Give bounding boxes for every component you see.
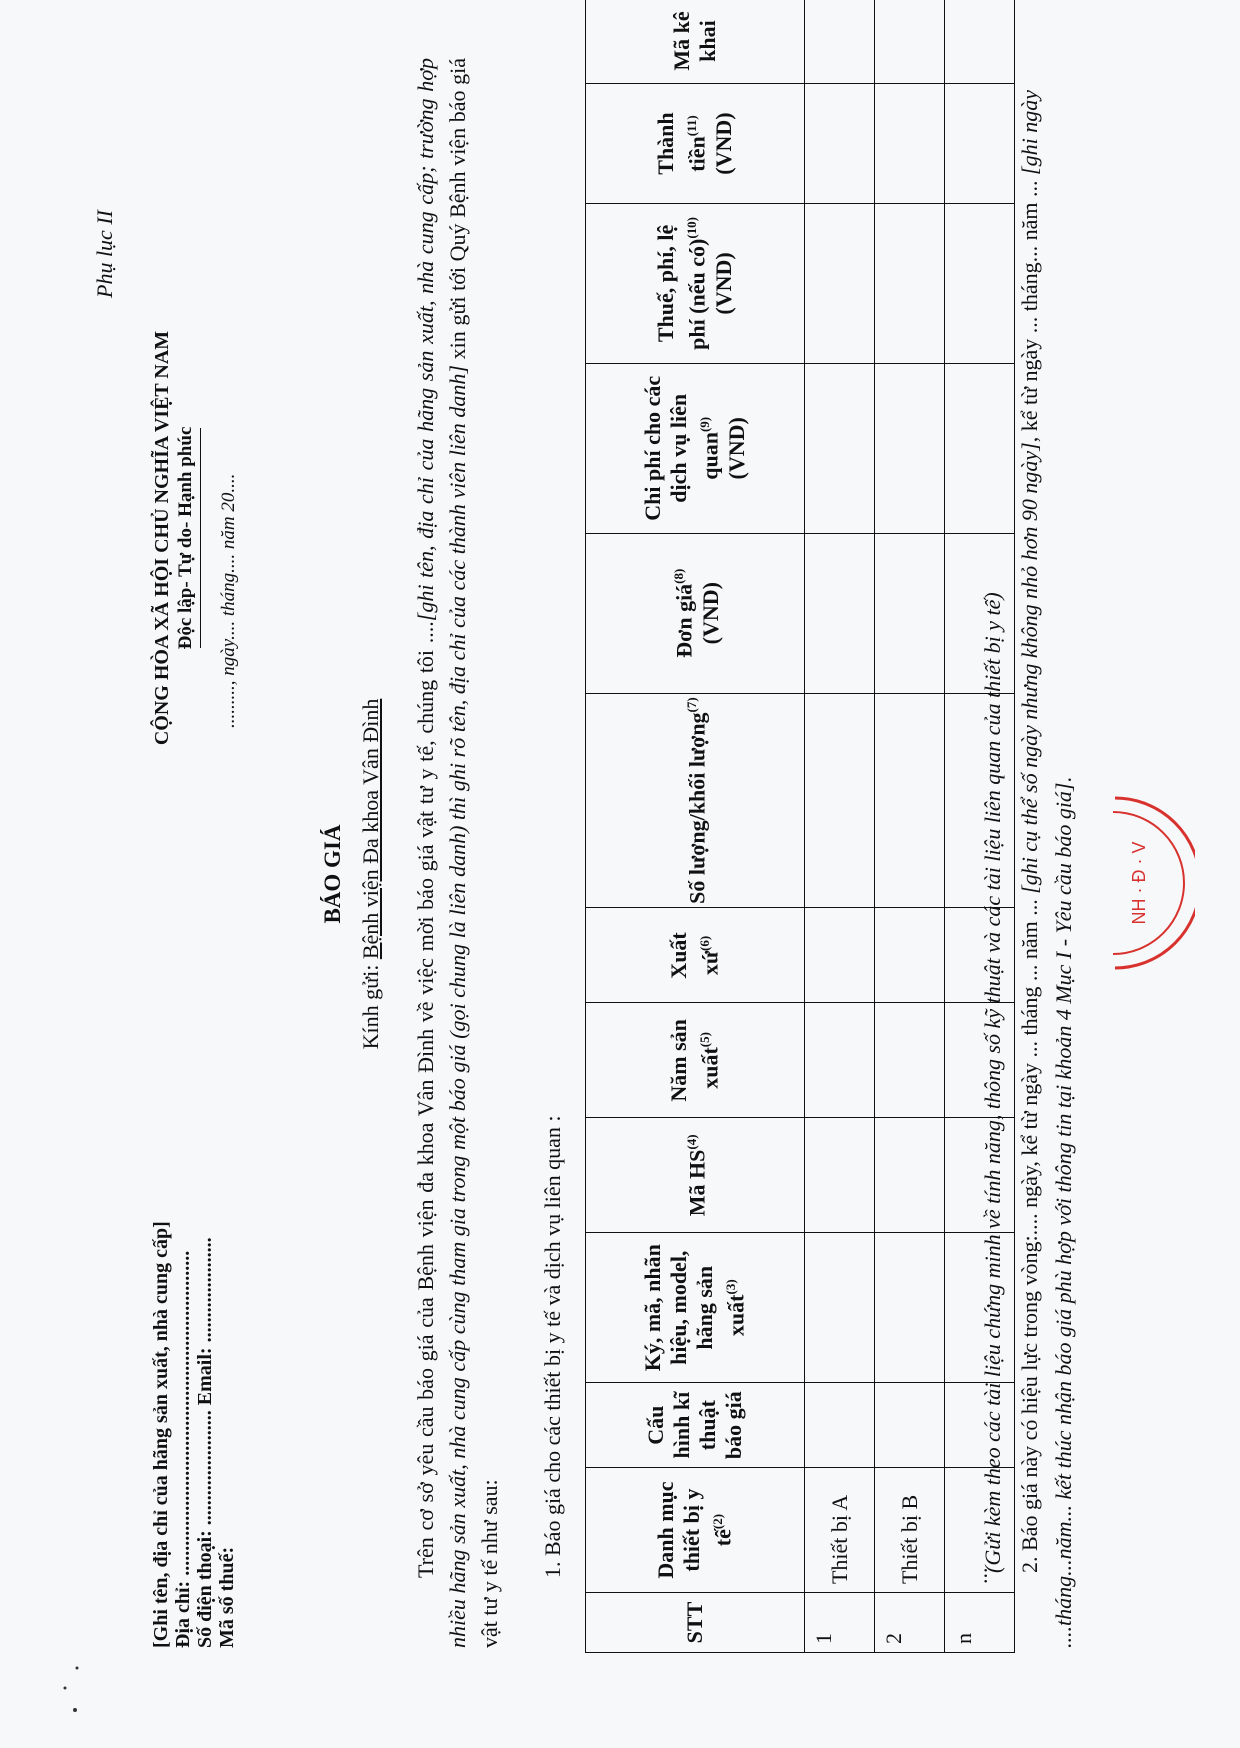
validity-text-1: 2. Báo giá này có hiệu lực trong vòng:.... ngày, kể từ ngày ... tháng ... năm ...: [1017, 893, 1042, 1573]
table-header-cell: Đơn giá$^{(8)}$ (VND): [586, 533, 805, 693]
table-header-cell: Thành tiền$^{(11)}$ (VND): [586, 84, 805, 204]
section-1-heading: 1. Báo giá cho các thiết bị y tế và dịch vụ liên quan :: [540, 1115, 565, 1578]
table-cell: [945, 363, 1015, 533]
supplier-title: [Ghi tên, địa chỉ của hãng sản xuất, nhà cung cấp]: [150, 1221, 172, 1648]
table-cell: [875, 204, 945, 364]
table-cell: [805, 0, 875, 84]
svg-text:NH · Đ · V: NH · Đ · V: [1129, 841, 1149, 925]
row-stt: 2: [875, 1593, 945, 1653]
table-header-cell: Danh mục thiết bị y tế$^{(2)}$: [586, 1468, 805, 1593]
document-title: BÁO GIÁ: [320, 824, 345, 924]
table-cell: [875, 1003, 945, 1118]
table-cell: [945, 84, 1015, 204]
row-item-name: ...: [945, 1468, 1015, 1593]
table-cell: [875, 0, 945, 84]
national-header: [150, 158, 201, 918]
table-header-cell: Ký, mã, nhãn hiệu, model, hãng sản xuất$^{(3)}$: [586, 1233, 805, 1383]
table-header-cell: Xuất xứ$^{(6)}$: [586, 908, 805, 1003]
supplier-phone-email: Số điện thoại: ....................... Email: .....................: [194, 1237, 216, 1648]
recipient-prefix: Kính gửi:: [358, 959, 383, 1050]
table-header-cell: Mã HS$^{(4)}$: [586, 1118, 805, 1233]
table-cell: [875, 1233, 945, 1383]
table-header-cell: STT: [586, 1593, 805, 1653]
table-header-cell: Chi phí cho các dịch vụ liên quan$^{(9)}$ (VND): [586, 363, 805, 533]
intro-paragraph: [410, 58, 506, 1648]
row-stt: 1: [805, 1593, 875, 1653]
table-cell: [875, 693, 945, 908]
table-row: [875, 0, 945, 1653]
table-header-row: [586, 0, 805, 1653]
nation-motto: Độc lập- Tự do- Hạnh phúc: [175, 426, 196, 650]
table-cell: [875, 84, 945, 204]
supplier-tax-code: Mã số thuế:: [216, 1546, 238, 1648]
table-header-cell: Cấu hình kĩ thuật báo giá: [586, 1383, 805, 1468]
table-cell: [805, 84, 875, 204]
row-item-name: Thiết bị B: [875, 1468, 945, 1593]
validity-paragraph: [1013, 58, 1081, 1648]
dateline: ........., ngày.... tháng.... năm 20....: [218, 473, 239, 728]
validity-italic-1: [ghi cụ thể số ngày nhưng không nhỏ hơn 90 ngày]: [1017, 442, 1042, 894]
table-cell: [805, 1118, 875, 1233]
scan-specks: [55, 1648, 85, 1718]
table-header-cell: Năm sản xuất$^{(5)}$: [586, 1003, 805, 1118]
validity-text-3: .: [1051, 777, 1076, 783]
table-cell: [805, 204, 875, 364]
intro-text-italic: [ghi tên, địa chỉ của hãng sản xuất, nhà cung cấp; trường hợp nhiều hãng sản xuất, nhà cung cấp cùng tham gia trong một báo giá (gọi chung là liên danh) thì ghi rõ tên, địa chỉ của các thành viên liên danh]: [413, 58, 470, 1648]
table-cell: [875, 1118, 945, 1233]
supplier-address: Địa chỉ: .................................................................: [172, 1250, 194, 1648]
table-cell: [945, 0, 1015, 84]
table-header-cell: Thuế, phí, lệ phí (nếu có)$^{(10)}$ (VND): [586, 204, 805, 364]
table-cell: [805, 693, 875, 908]
table-cell: [875, 908, 945, 1003]
row-stt: n: [945, 1593, 1015, 1653]
appendix-label: Phụ lục II: [92, 210, 117, 298]
table-cell: [805, 533, 875, 693]
table-cell: [875, 533, 945, 693]
recipient-name: Bệnh viện Đa khoa Vân Đình: [358, 698, 383, 960]
table-cell: [805, 1233, 875, 1383]
motto-underline: [200, 428, 201, 648]
table-cell: [805, 363, 875, 533]
row-item-name: Thiết bị A: [805, 1468, 875, 1593]
intro-text-2: xin gửi tới Quý Bệnh viện báo giá vật tư y tế như sau:: [445, 58, 502, 1648]
attachment-note: (Gửi kèm theo các tài liệu chứng minh về tính năng, thông số kỹ thuật và các tài liệu liên quan của thiết bị y tế): [980, 592, 1005, 1573]
table-cell: [875, 363, 945, 533]
quotation-table: [585, 0, 1015, 1653]
nation-name: CỘNG HÒA XÃ HỘI CHỦ NGHĨA VIỆT NAM: [151, 330, 173, 746]
table-cell: [875, 1383, 945, 1468]
validity-italic-2: [ghi ngày ....tháng...năm... kết thúc nhận báo giá phù hợp với thông tin tại khoản 4 Mục I - Yêu cầu báo giá]: [1017, 90, 1076, 1648]
red-seal-icon: [1105, 788, 1195, 978]
table-cell: [805, 1383, 875, 1468]
table-cell: [945, 204, 1015, 364]
table-row: [805, 0, 875, 1653]
table-cell: [805, 908, 875, 1003]
table-header-cell: Số lượng/khối lượng$^{(7)}$: [586, 693, 805, 908]
supplier-block: [150, 1221, 238, 1648]
validity-text-2: , kể từ ngày ... tháng... năm ...: [1017, 174, 1042, 443]
intro-text-1: Trên cơ sở yêu cầu báo giá của Bệnh viện đa khoa Vân Đình về việc mời báo giá vật tư y tế, chúng tôi ....: [413, 621, 438, 1578]
table-header-cell: Mã kê khai: [586, 0, 805, 84]
table-cell: [805, 1003, 875, 1118]
recipient-line: [358, 0, 384, 1748]
